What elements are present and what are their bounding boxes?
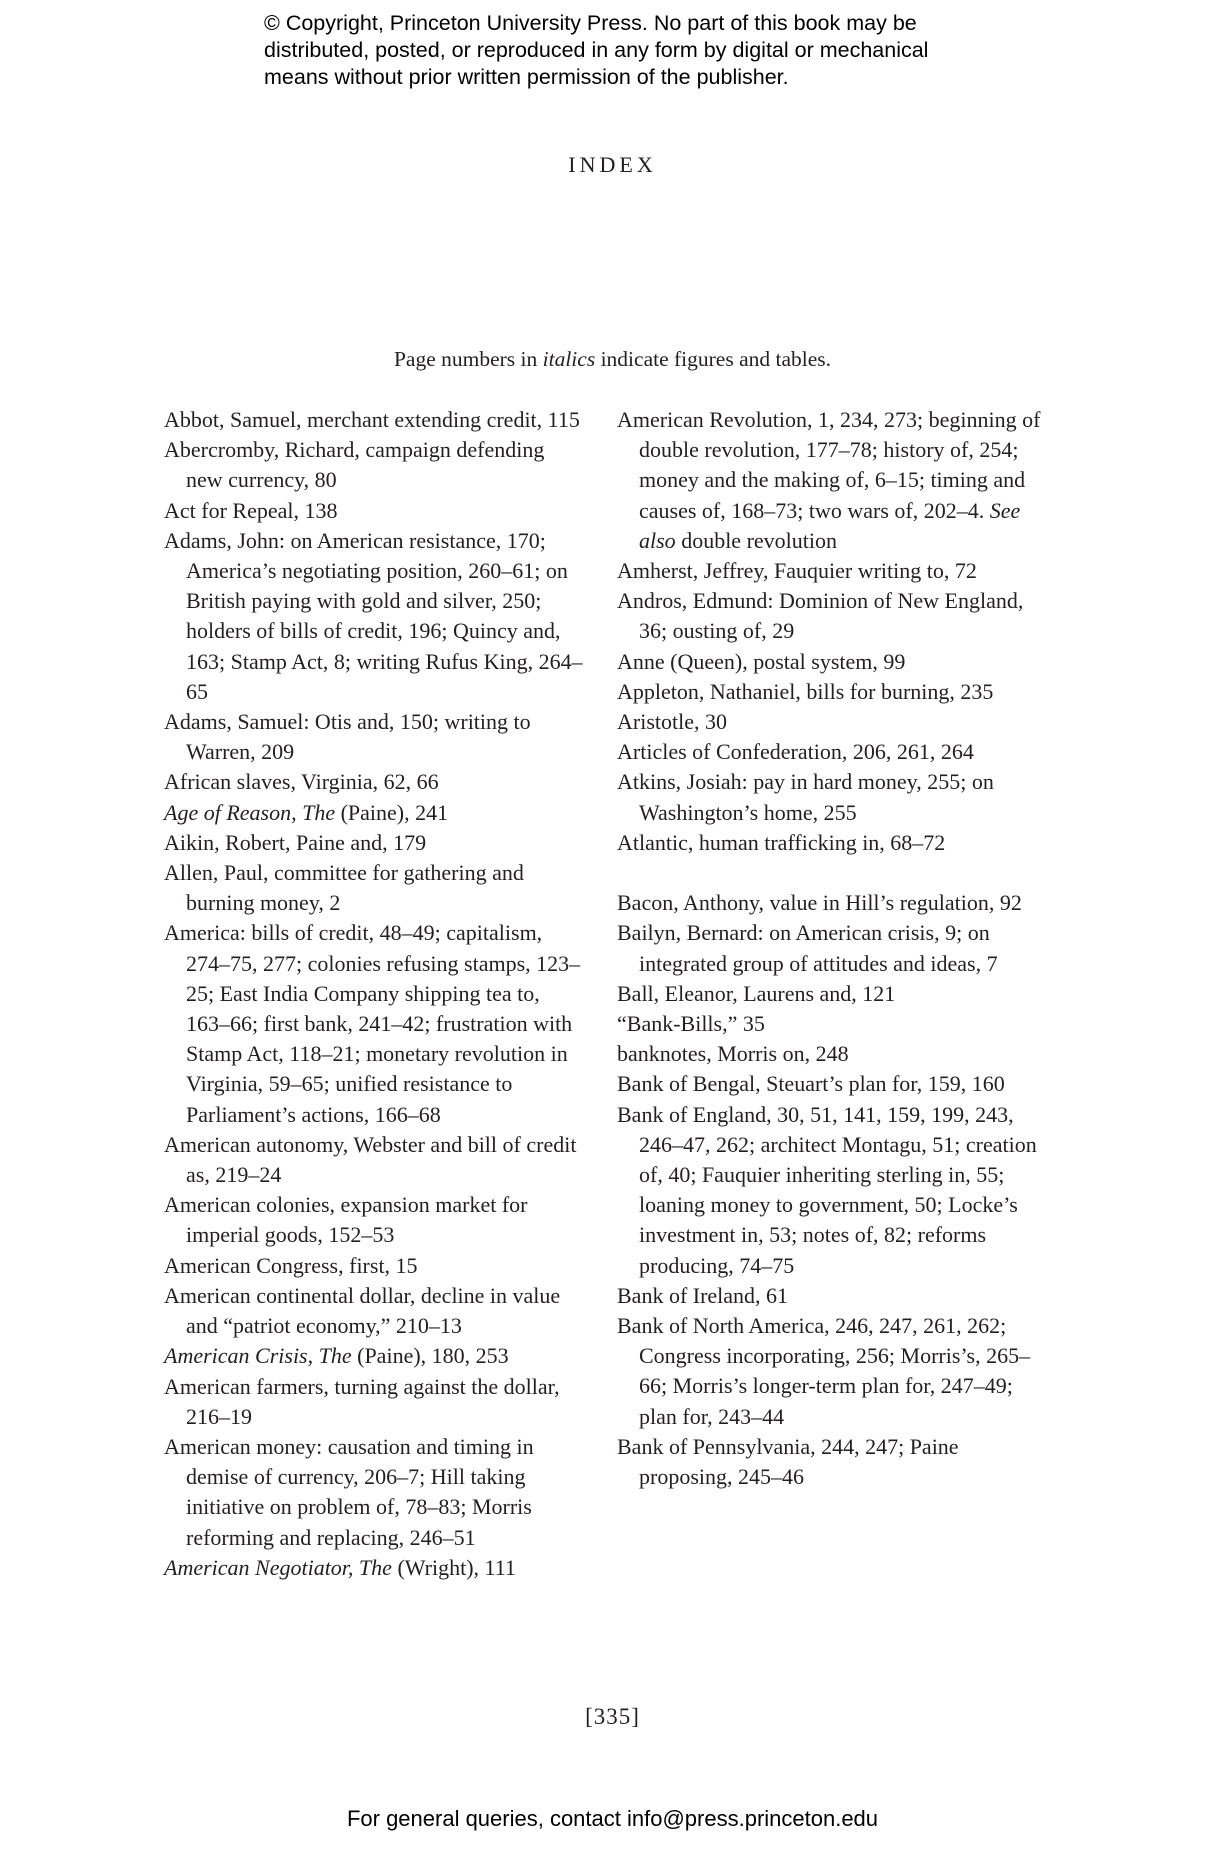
entry-title-italic: Age of Reason, The (164, 799, 336, 825)
entry-text: Bank of Pennsylvania, 244, 247; Paine proposing, 245–46 (617, 1433, 959, 1490)
index-entry (617, 1281, 1045, 1311)
entry-text: Bailyn, Bernard: on American crisis, 9; on integrated group of attitudes and ideas, 7 (617, 920, 998, 976)
index-entry (164, 1251, 584, 1281)
index-entry (164, 828, 584, 858)
index-entry (164, 526, 584, 707)
index-entry (164, 798, 584, 828)
index-entry (617, 1039, 1045, 1069)
index-entry (164, 858, 584, 918)
entry-text: double revolution (675, 527, 837, 553)
index-entry (164, 1281, 584, 1341)
entry-text: American Congress, first, 15 (164, 1252, 418, 1278)
entry-text: Aristotle, 30 (617, 709, 727, 735)
entry-text: (Paine), 241 (335, 799, 449, 825)
entry-text: American money: causation and timing in demise of currency, 206–7; Hill taking initiative on problem of, 78–83; Morris reforming and replacing, 246–51 (164, 1433, 534, 1550)
index-entry (617, 918, 1045, 978)
entry-text: Act for Repeal, 138 (164, 497, 338, 523)
entry-text: Amherst, Jeffrey, Fauquier writing to, 72 (617, 558, 977, 584)
entry-text: American colonies, expansion market for imperial goods, 152–53 (164, 1192, 528, 1248)
index-entry (617, 1069, 1045, 1099)
copyright-line: means without prior written permission of the publisher. (264, 65, 789, 89)
index-entry (164, 707, 584, 767)
index-entry (617, 767, 1045, 827)
index-column-right (617, 405, 1045, 1492)
index-entry (617, 677, 1045, 707)
index-entry (617, 1100, 1045, 1281)
intro-italic-word: italics (542, 347, 596, 371)
entry-text: Anne (Queen), postal system, 99 (617, 648, 906, 674)
entry-text: Bank of Bengal, Steuart’s plan for, 159, 160 (617, 1071, 1005, 1097)
footer-contact: For general queries, contact info@press.princeton.edu (346, 1806, 879, 1831)
index-entry (164, 1341, 584, 1371)
entry-text: (Wright), 111 (391, 1554, 516, 1580)
intro-text: indicate figures and tables. (595, 347, 832, 371)
entry-text: America: bills of credit, 48–49; capitalism, 274–75, 277; colonies refusing stamps, 123–25; East India Company shipping tea to, 163–66; first bank, 241–42; frustration with Stamp Act, 118–21; monetary revolution in Virginia, 59–65; unified resistance to Parliament’s actions, 166–68 (164, 920, 581, 1127)
index-entry (617, 1009, 1045, 1039)
entry-text: Adams, Samuel: Otis and, 150; writing to Warren, 209 (164, 709, 531, 765)
index-entry (617, 647, 1045, 677)
see-also-italic: See also (639, 497, 1021, 553)
entry-text: Allen, Paul, committee for gathering and burning money, 2 (164, 860, 524, 916)
index-entry (164, 435, 584, 495)
index-entry (164, 1432, 584, 1553)
index-entry (617, 405, 1045, 556)
index-entry (164, 405, 584, 435)
entry-text: Appleton, Nathaniel, bills for burning, 235 (617, 678, 994, 704)
copyright-line: distributed, posted, or reproduced in any form by digital or mechanical (264, 38, 929, 62)
index-entry (617, 828, 1045, 858)
index-column-left (164, 405, 584, 1583)
entry-text: African slaves, Virginia, 62, 66 (164, 769, 439, 795)
intro-text: Page numbers in (393, 347, 543, 371)
index-entry (164, 918, 584, 1129)
entry-text: Abercromby, Richard, campaign defending new currency, 80 (164, 437, 545, 493)
entry-text: “Bank-Bills,” 35 (617, 1011, 765, 1037)
index-entry (164, 1130, 584, 1190)
index-entry (617, 1432, 1045, 1492)
letter-group-gap (617, 858, 1045, 888)
entry-text: Atlantic, human trafficking in, 68–72 (617, 829, 946, 855)
entry-text: American farmers, turning against the dollar, 216–19 (164, 1373, 560, 1429)
copyright-line: © Copyright, Princeton University Press. No part of this book may be (264, 11, 917, 35)
index-entry (617, 707, 1045, 737)
index-entry (617, 737, 1045, 767)
page-title: INDEX (568, 152, 657, 177)
entry-title-italic: American Negotiator, The (164, 1554, 392, 1580)
index-entry (617, 888, 1045, 918)
entry-text: Andros, Edmund: Dominion of New England, 36; ousting of, 29 (617, 588, 1024, 644)
entry-text: American Revolution, 1, 234, 273; beginning of double revolution, 177–78; history of, 254; money and the making of, 6–15; timing and causes of, 168–73; two wars of, 202–4. (617, 407, 1041, 523)
entry-text: American autonomy, Webster and bill of credit as, 219–24 (164, 1131, 577, 1188)
entry-title-italic: American Crisis, The (164, 1343, 352, 1369)
entry-text: Bank of North America, 246, 247, 261, 262; Congress incorporating, 256; Morris’s, 265–66; Morris’s longer-term plan for, 247–49; plan for, 243–44 (617, 1313, 1031, 1429)
entry-text: Bacon, Anthony, value in Hill’s regulation, 92 (617, 890, 1022, 916)
index-entry (164, 1190, 584, 1250)
entry-text: Bank of England, 30, 51, 141, 159, 199, 243, 246–47, 262; architect Montagu, 51; creation of, 40; Fauquier inheriting sterling in, 55; loaning money to government, 50; Locke’s investment in, 53; notes of, 82; reforms producing, 74–75 (617, 1101, 1037, 1278)
entry-text: American continental dollar, decline in value and “patriot economy,” 210–13 (164, 1282, 561, 1339)
entry-text: Atkins, Josiah: pay in hard money, 255; on Washington’s home, 255 (617, 769, 994, 825)
index-entry (617, 586, 1045, 646)
index-entry (164, 1553, 584, 1583)
index-entry (617, 556, 1045, 586)
entry-text: (Paine), 180, 253 (351, 1343, 509, 1369)
entry-text: Abbot, Samuel, merchant extending credit, 115 (164, 407, 580, 432)
entry-text: Articles of Confederation, 206, 261, 264 (617, 739, 974, 765)
index-entry (617, 1311, 1045, 1432)
entry-text: Adams, John: on American resistance, 170; America’s negotiating position, 260–61; on British paying with gold and silver, 250; holders of bills of credit, 196; Quincy and, 163; Stamp Act, 8; writing Rufus King, 264–65 (164, 527, 583, 704)
index-intro-note (0, 347, 1225, 372)
index-entry (617, 979, 1045, 1009)
index-entry (164, 767, 584, 797)
page-number: [335] (585, 1704, 640, 1729)
copyright-notice (264, 10, 1024, 91)
index-entry (164, 1372, 584, 1432)
entry-text: Ball, Eleanor, Laurens and, 121 (617, 980, 896, 1006)
entry-text: Bank of Ireland, 61 (617, 1282, 789, 1308)
index-entry (164, 496, 584, 526)
entry-text: Aikin, Robert, Paine and, 179 (164, 829, 427, 855)
entry-text: banknotes, Morris on, 248 (617, 1041, 849, 1067)
